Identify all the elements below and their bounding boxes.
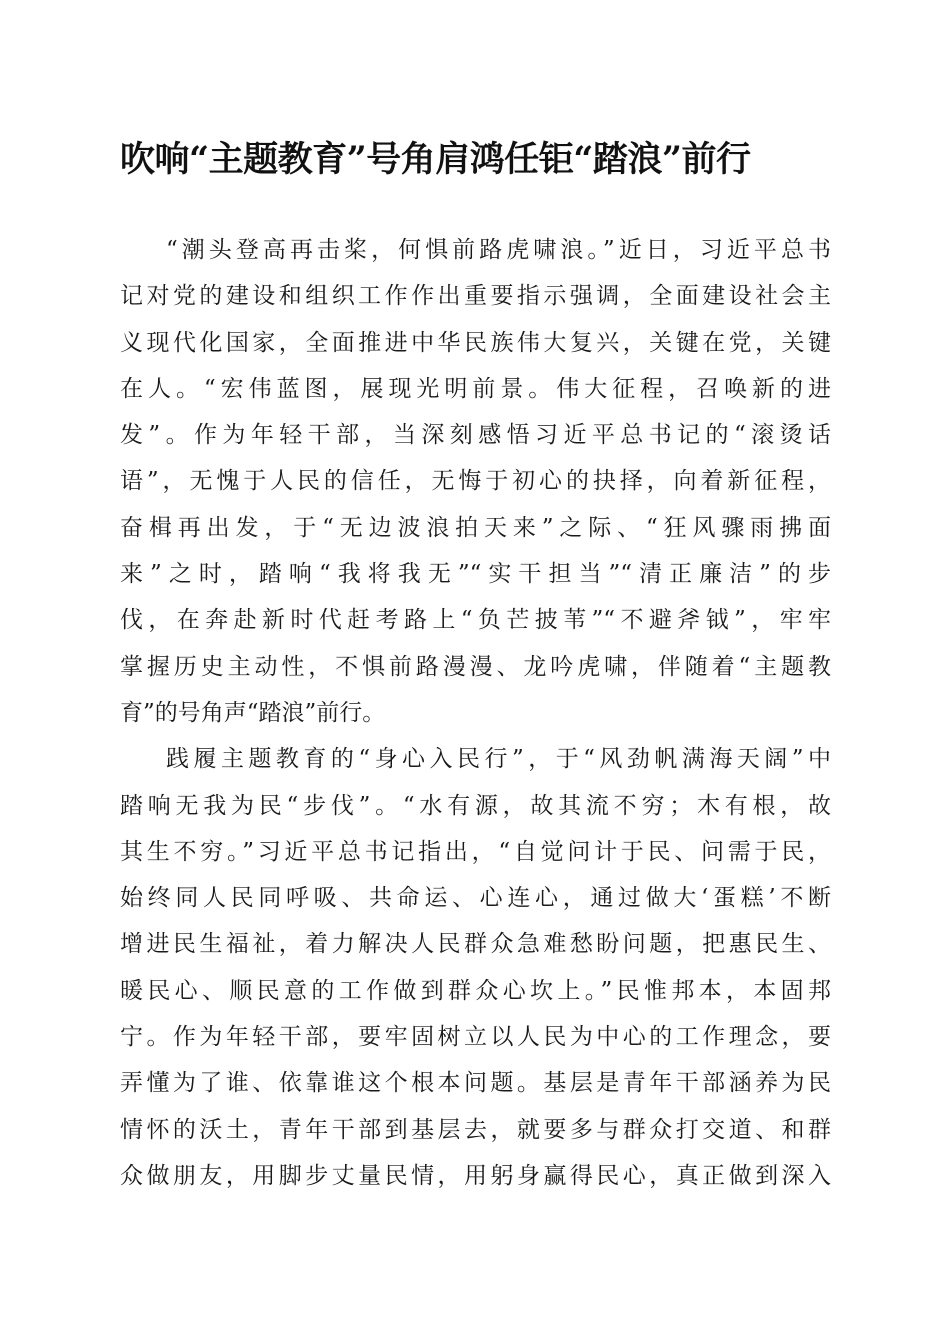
text-line: 奋楫再出发，于“无边波浪拍天来”之际、“狂风骤雨拂面 <box>120 514 831 541</box>
text-line: 其生不穷。”习近平总书记指出，“自觉问计于民、问需于民， <box>120 838 831 865</box>
text-line: 来”之时，踏响“我将我无”“实干担当”“清正廉洁”的步 <box>120 561 831 588</box>
text-line: 践履主题教育的“身心入民行”，于“风劲帆满海天阔”中 <box>166 746 831 773</box>
text-line: 踏响无我为民“步伐”。“水有源，故其流不穷；木有根，故 <box>120 792 831 819</box>
text-line: 义现代化国家，全面推进中华民族伟大复兴，关键在党，关键 <box>120 329 831 356</box>
text-line: 增进民生福祉，着力解决人民群众急难愁盼问题，把惠民生、 <box>120 931 831 958</box>
text-line: 在人。“宏伟蓝图，展现光明前景。伟大征程，召唤新的进 <box>120 375 831 402</box>
text-line: 情怀的沃土，青年干部到基层去，就要多与群众打交道、和群 <box>120 1116 831 1143</box>
document-title: 吹响“主题教育”号角肩鸿任钜“踏浪”前行 <box>120 139 751 180</box>
text-line: “潮头登高再击桨，何惧前路虎啸浪。”近日，习近平总书 <box>166 237 831 263</box>
text-line: 弄懂为了谁、依靠谁这个根本问题。基层是青年干部涵养为民 <box>120 1070 831 1097</box>
text-line: 始终同人民同呼吸、共命运、心连心，通过做大‘蛋糕’不断 <box>120 885 831 912</box>
text-line: 育”的号角声“踏浪”前行。 <box>120 699 386 726</box>
document-body <box>120 227 831 1199</box>
text-line: 语”，无愧于人民的信任，无悔于初心的抉择，向着新征程， <box>120 468 831 495</box>
paragraph-2 <box>120 736 831 1199</box>
text-line: 伐，在奔赴新时代赶考路上“负芒披苇”“不避斧钺”，牢牢 <box>120 607 831 634</box>
text-line: 暖民心、顺民意的工作做到群众心坎上。”民惟邦本，本固邦 <box>120 977 831 1004</box>
text-line: 众做朋友，用脚步丈量民情，用躬身赢得民心，真正做到深入 <box>120 1162 831 1189</box>
text-line: 记对党的建设和组织工作作出重要指示强调，全面建设社会主 <box>120 283 831 310</box>
text-line: 宁。作为年轻干部，要牢固树立以人民为中心的工作理念，要 <box>120 1024 831 1051</box>
paragraph-1 <box>120 227 831 736</box>
text-line: 掌握历史主动性，不惧前路漫漫、龙吟虎啸，伴随着“主题教 <box>120 653 831 680</box>
text-line: 发”。作为年轻干部，当深刻感悟习近平总书记的“滚烫话 <box>120 422 831 449</box>
